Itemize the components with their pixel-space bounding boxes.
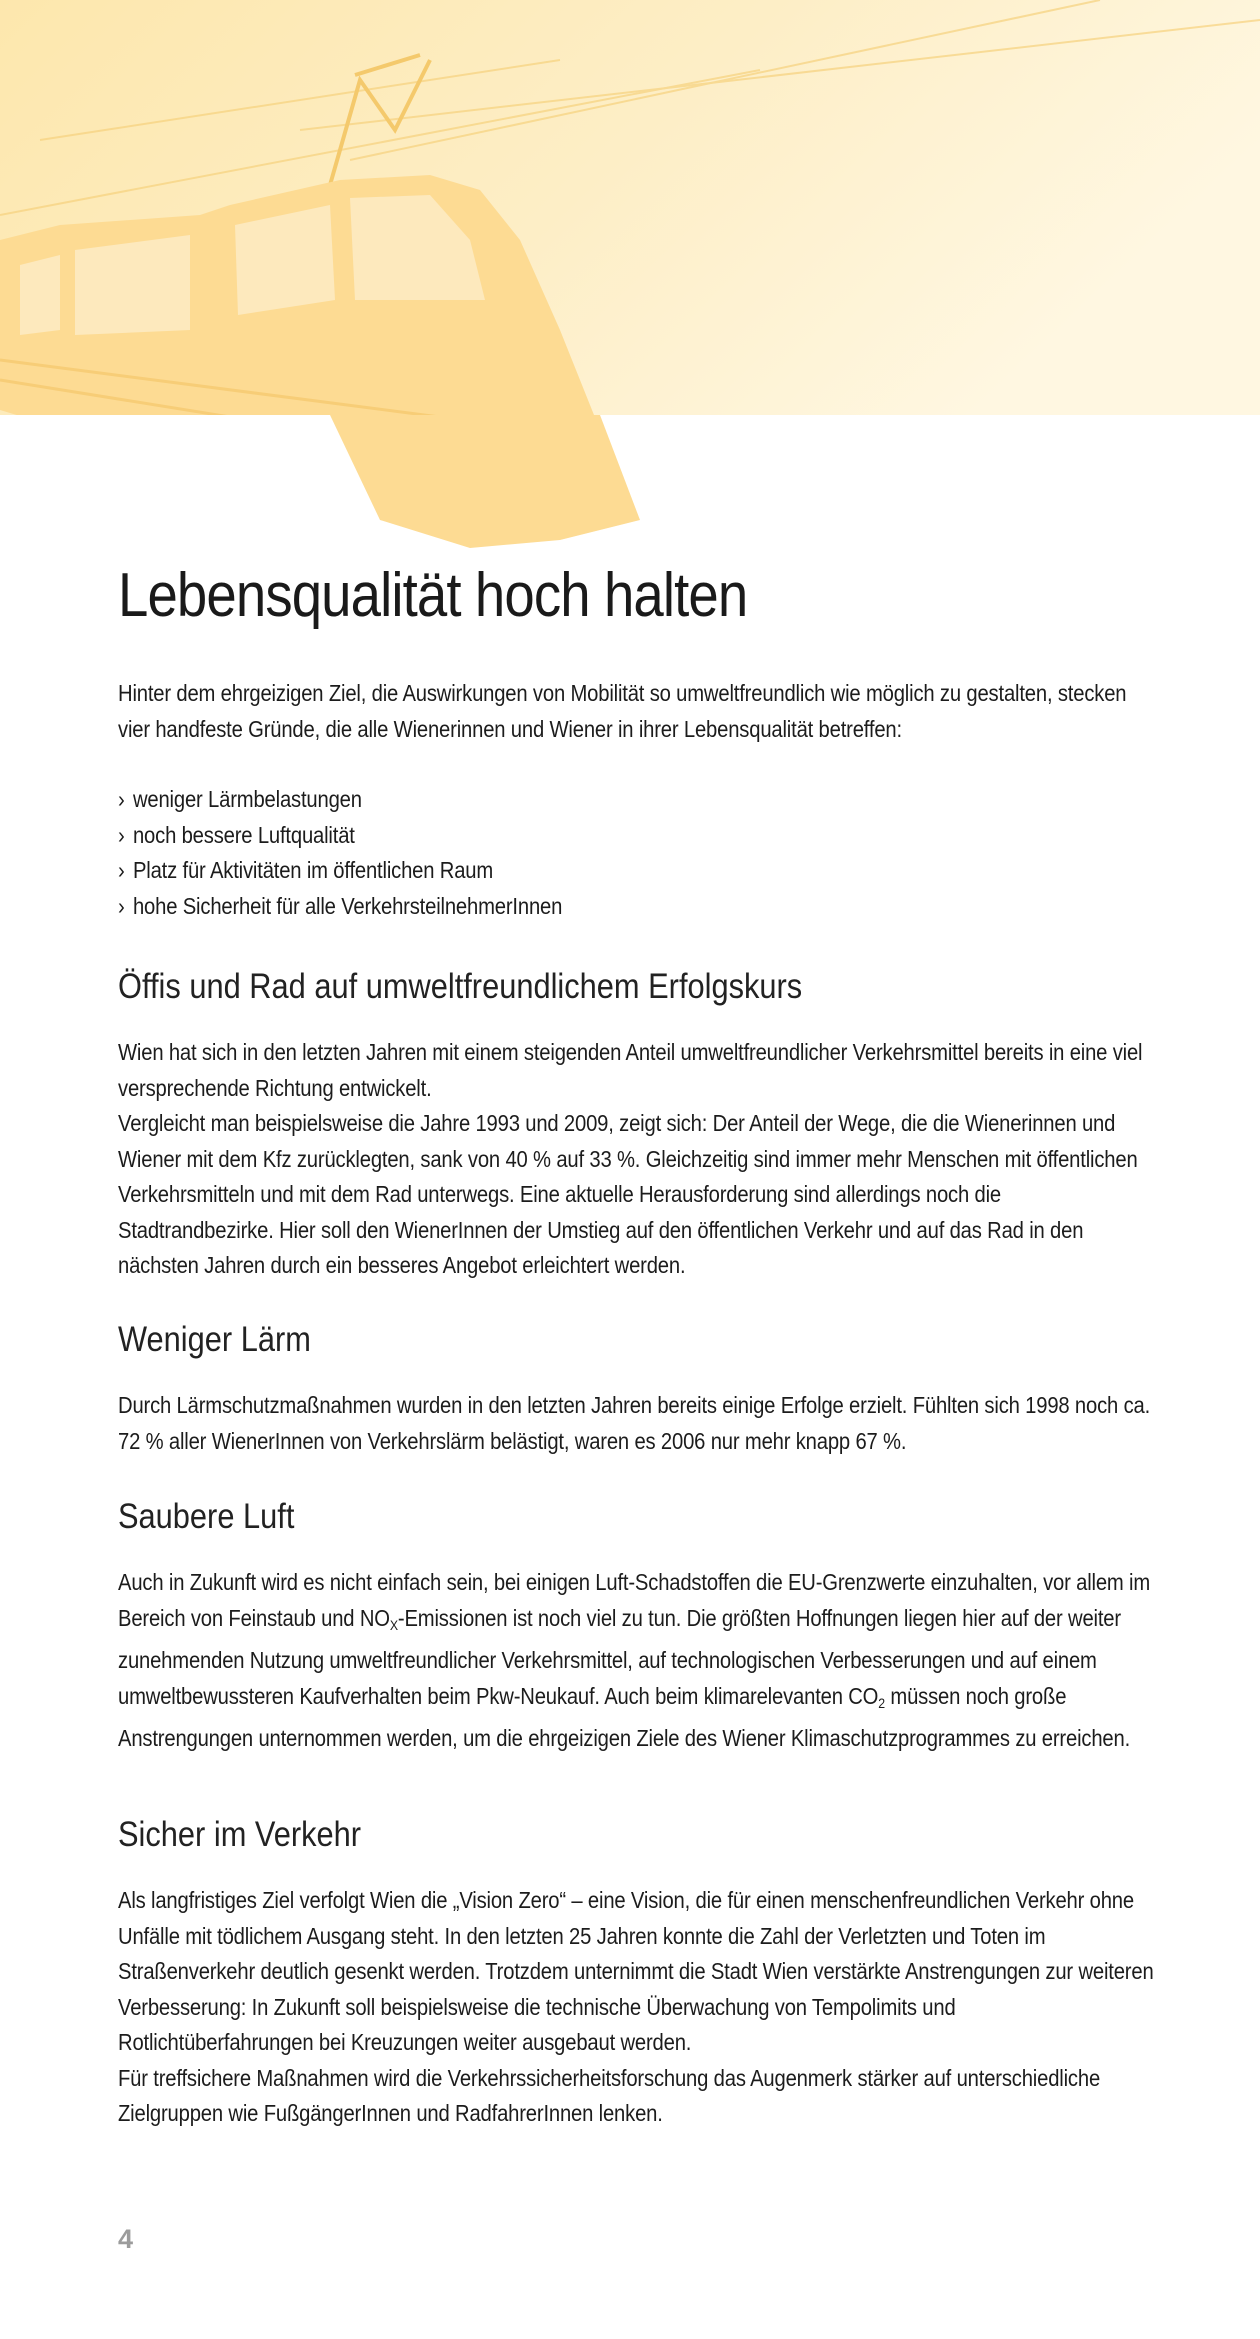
section-paragraph: Als langfristiges Ziel verfolgt Wien die „Vision Zero“ – eine Vision, die für einen menschenfreundlichen Verkehr ohne Unfälle mit tödlichem Ausgang steht. In den letzten 25 Jahren konnte die Zahl der Verletzten und Toten im Straßenverkehr deutlich gesenkt werden. Trotzdem unternimmt die Stadt Wien verstärkte Anstrengungen zur weiteren Verbesserung: In Zukunft soll beispielsweise die technische Überwachung von Tempolimits und Rotlichtüberfahrungen bei Kreuzungen weiter ausgebaut werden. bbox=[118, 1887, 1154, 2055]
section-heading: Öffis und Rad auf umweltfreundlichem Erfolgskurs bbox=[118, 967, 803, 1006]
white-wave bbox=[0, 415, 1260, 560]
section-laerm bbox=[118, 1320, 1158, 1459]
intro-text: Hinter dem ehrgeizigen Ziel, die Auswirkungen von Mobilität so umweltfreundlich wie möglich zu gestalten, stecken vier handfeste Gründe, die alle Wienerinnen und Wiener in ihrer Lebensqualität betreffen: bbox=[118, 680, 1127, 742]
list-item: › hohe Sicherheit für alle VerkehrsteilnehmerInnen bbox=[118, 892, 563, 919]
intro-bullet-list bbox=[118, 782, 1156, 924]
section-oeffis bbox=[118, 967, 1158, 1284]
section-paragraph: Wien hat sich in den letzten Jahren mit einem steigenden Anteil umweltfreundlicher Verkehrsmittel bereits in eine viel versprechende Richtung entwickelt. bbox=[118, 1039, 1143, 1101]
list-item: › Platz für Aktivitäten im öffentlichen Raum bbox=[118, 857, 494, 883]
section-luft bbox=[118, 1497, 1158, 1757]
page-title: Lebensqualität hoch halten bbox=[118, 561, 748, 630]
section-paragraph: Auch in Zukunft wird es nicht einfach sein, bei einigen Luft-Schadstoffen die EU-Grenzwerte einzuhalten, vor allem im Bereich von Feinstaub und $NO_X$-Emissionen ist noch viel zu tun. Die größten Hoffnungen liegen hier auf der weiter zunehmenden Nutzung umweltfreundlicher Verkehrsmittel, auf technologischen Verbesserungen und auf einem umweltbewussteren Kaufverhalten beim Pkw-Neukauf. Auch beim klimarelevanten $CO_2$ müssen noch große Anstrengungen unternommen werden, um die ehrgeizigen Ziele des Wiener Klimaschutzprogrammes zu erreichen. bbox=[118, 1569, 1151, 1751]
section-paragraph: Für treffsichere Maßnahmen wird die Verkehrssicherheitsforschung das Augenmerk stärker auf unterschiedliche Zielgruppen wie FußgängerInnen und RadfahrerInnen lenken. bbox=[118, 2064, 1101, 2126]
section-paragraph: Durch Lärmschutzmaßnahmen wurden in den letzten Jahren bereits einige Erfolge erzielt. Fühlten sich 1998 noch ca. 72 % aller WienerInnen von Verkehrslärm belästigt, waren es 2006 nur mehr knapp 67 %. bbox=[118, 1392, 1151, 1454]
section-heading: Weniger Lärm bbox=[118, 1320, 311, 1359]
page-number: 4 bbox=[118, 2224, 134, 2254]
section-heading: Saubere Luft bbox=[118, 1497, 295, 1536]
header-tram-illustration bbox=[0, 0, 1260, 560]
intro-block bbox=[118, 676, 1158, 924]
list-item: › weniger Lärmbelastungen bbox=[118, 786, 362, 812]
section-sicherheit bbox=[118, 1815, 1158, 2132]
list-item: › noch bessere Luftqualität bbox=[118, 821, 355, 848]
section-heading: Sicher im Verkehr bbox=[118, 1815, 362, 1854]
section-paragraph: Vergleicht man beispielsweise die Jahre 1993 und 2009, zeigt sich: Der Anteil der Wege, die die Wienerinnen und Wiener mit dem Kfz zurücklegten, sank von 40 % auf 33 %. Gleichzeitig sind immer mehr Menschen mit öffentlichen Verkehrsmitteln und mit dem Rad unterwegs. Eine aktuelle Herausforderung sind allerdings noch die Stadtrandbezirke. Hier soll den WienerInnen der Umstieg auf den öffentlichen Verkehr und auf das Rad in den nächsten Jahren durch ein besseres Angebot erleichtert werden. bbox=[118, 1110, 1138, 1278]
